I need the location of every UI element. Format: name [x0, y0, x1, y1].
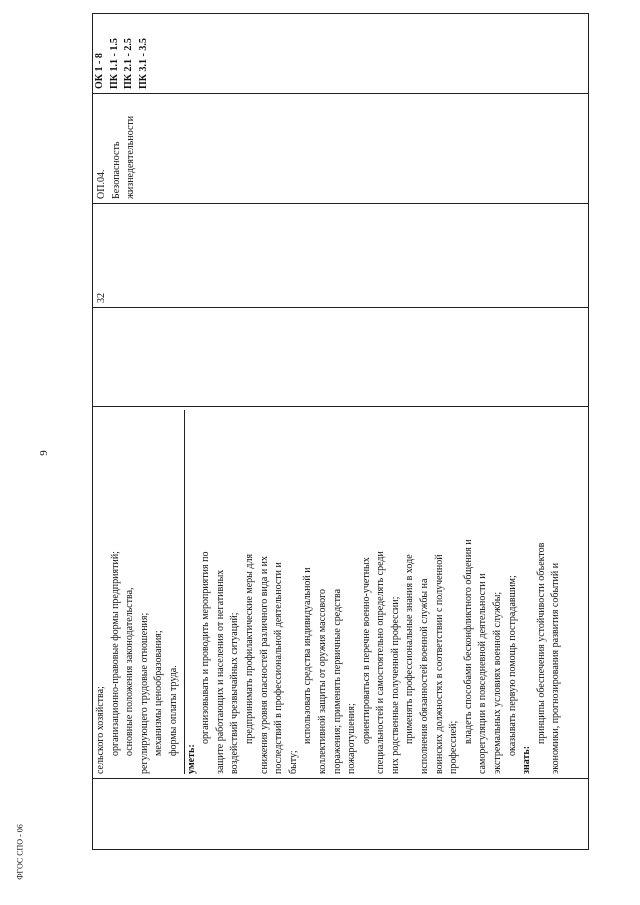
requirement-line: формы оплаты труда.: [167, 665, 179, 756]
curriculum-table: [92, 13, 589, 850]
competencies-cell: [93, 14, 589, 94]
requirement-line: организационно-правовые формы предприятий;: [109, 551, 121, 756]
requirement-line: исполнения обязанностей военной службы на: [419, 578, 431, 774]
requirement-line: предпринимать профилактические меры для: [243, 553, 255, 744]
requirement-line: применять профессиональные знания в ходе: [404, 554, 416, 744]
requirement-line: воинских должностях в соответствии с полученной: [433, 554, 445, 774]
requirements-cell: [93, 407, 589, 779]
competency-line: ПК 1.1 - 1.5: [108, 38, 120, 89]
rotated-table-wrapper: [92, 38, 589, 850]
requirement-line: владеть способами бесконфликтного общения и: [462, 539, 474, 744]
requirement-line: регулирующего трудовые отношения;: [138, 612, 150, 774]
requirement-line: механизмы ценообразования;: [153, 630, 165, 756]
footer-standard-code: ФГОС СПО - 06: [15, 824, 25, 880]
requirement-line: защите работающих и населения от негативных: [214, 569, 226, 774]
requirement-line: экстремальных условиях военной службы;: [492, 591, 504, 774]
requirement-line: сельского хозяйства;: [95, 686, 106, 774]
discipline-cell: [93, 94, 589, 204]
requirement-line: ориентироваться в перечне военно-учетных: [360, 557, 372, 744]
discipline-line: ОП.04.: [96, 169, 107, 199]
requirements-lower-block: [185, 410, 564, 774]
hours-cell: [93, 204, 589, 308]
requirement-line: специальностей и самостоятельно определять среди: [375, 551, 387, 774]
discipline-line: жизнедеятельности: [125, 115, 137, 199]
hours-value: 32: [96, 293, 107, 303]
discipline-line: Безопасность: [110, 141, 122, 199]
requirement-line: использовать средства индивидуальной и: [302, 567, 314, 744]
requirement-line: коллективной защиты от оружия массового: [316, 589, 328, 774]
requirement-line: воздействий чрезвычайных ситуаций;: [229, 612, 241, 774]
requirement-line: них родственные полученной профессии;: [389, 596, 401, 774]
requirement-line: экономики, прогнозирования развития событий и: [550, 562, 562, 774]
requirement-line: принципы обеспечения устойчивости объектов: [535, 542, 547, 744]
requirement-line: основные положения законодательства,: [124, 587, 136, 756]
page-number: 9: [38, 450, 50, 456]
requirement-line: пожаротушения;: [346, 703, 358, 774]
competency-line: ОК 1 - 8: [94, 53, 105, 89]
requirement-line: оказывать первую помощь пострадавшим;: [506, 575, 518, 756]
competency-line: ПК 3.1 - 3.5: [137, 38, 149, 89]
requirement-line: организовывать и проводить мероприятия по: [200, 551, 212, 744]
table-row: [93, 14, 589, 850]
requirement-line: быту;: [287, 750, 299, 774]
requirement-line: уметь:: [185, 744, 197, 774]
requirement-line: саморегуляции в повседневной деятельности и: [477, 573, 489, 774]
requirement-line: профессией;: [448, 720, 460, 774]
requirement-line: последствий в профессиональной деятельности и: [273, 562, 285, 774]
requirement-line: поражения; применять первичные средства: [331, 588, 343, 774]
requirement-line: снижения уровня опасностей различного вида и их: [258, 555, 270, 774]
competency-line: ПК 2.1 - 2.5: [123, 38, 135, 89]
max-load-cell: [93, 308, 589, 407]
requirements-upper-block: [94, 410, 185, 774]
requirement-line: знать:: [521, 745, 533, 774]
index-cell: [93, 779, 589, 850]
